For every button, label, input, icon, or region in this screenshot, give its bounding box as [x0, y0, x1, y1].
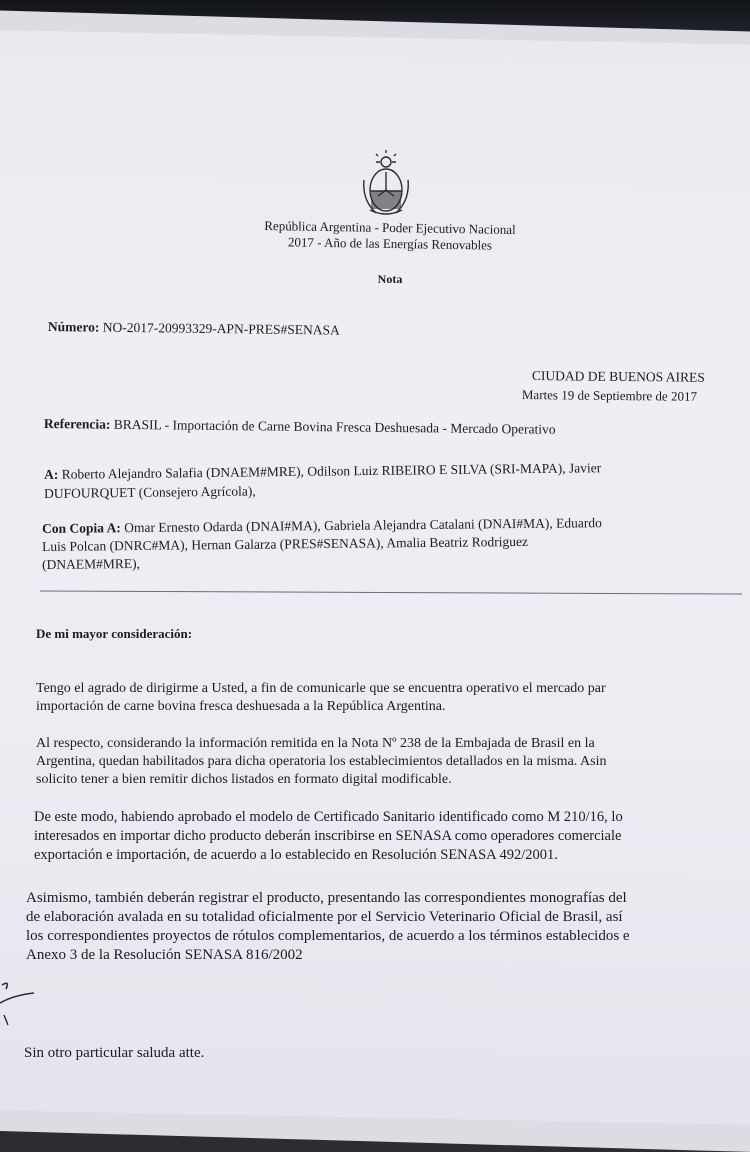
- addressees-line-2: DUFOURQUET (Consejero Agrícola),: [44, 483, 256, 501]
- document-type: Nota: [377, 272, 403, 286]
- addressees-label: A:: [44, 466, 59, 482]
- greeting: De mi mayor consideración:: [36, 626, 193, 641]
- copies-line-2: Luis Polcan (DNRC#MA), Hernan Galarza (PRES#SENASA), Amalia Beatriz Rodriguez: [42, 533, 529, 554]
- paragraph-4-line-2: de elaboración avalada en su totalidad oficialmente por el Servicio Veterinario Oficial de Brasil, así: [26, 909, 623, 925]
- paragraph-1-line-2: importación de carne bovina fresca deshuesada a la República Argentina.: [36, 699, 446, 714]
- numero-row: [48, 318, 340, 339]
- paragraph-2-line-1: Al respecto, considerando la información remitida en la Nota Nº 238 de la Embajada de Brasil en la: [36, 736, 595, 751]
- addressees-line-1: [44, 459, 601, 483]
- header-line-2: 2017 - Año de las Energías Renovables: [287, 234, 493, 253]
- handwritten-mark-icon: [0, 975, 60, 1035]
- paragraph-4-line-4: Anexo 3 de la Resolución SENASA 816/2002: [26, 947, 303, 963]
- copies-line-3: (DNAEM#MRE),: [42, 555, 141, 572]
- paragraph-3-line-1: De este modo, habiendo aprobado el modelo de Certificado Sanitario identificado como M 210/16, lo: [34, 809, 623, 825]
- paragraph-4-line-1: Asimismo, también deberán registrar el producto, presentando las correspondientes monografías del: [26, 890, 627, 906]
- referencia-label: Referencia:: [43, 415, 111, 432]
- paragraph-3-line-2: interesados en importar dicho producto deberán inscribirse en SENASA como operadores comerciale: [34, 828, 622, 844]
- numero-value: NO-2017-20993329-APN-PRES#SENASA: [102, 319, 340, 338]
- paragraph-3-line-3: exportación e importación, de acuerdo a lo establecido en Resolución SENASA 492/2001.: [34, 847, 558, 863]
- addressees-value-1: Roberto Alejandro Salafia (DNAEM#MRE), Odilson Luiz RIBEIRO E SILVA (SRI-MAPA), Javier: [61, 460, 602, 482]
- copies-value-1: Omar Ernesto Odarda (DNAI#MA), Gabriela Alejandra Catalani (DNAI#MA), Eduardo: [124, 515, 602, 536]
- paragraph-2-line-2: Argentina, quedan habilitados para dicha operatoria los establecimientos detallados en la misma. Asin: [36, 754, 607, 769]
- referencia-value: BRASIL - Importación de Carne Bovina Fresca Deshuesada - Mercado Operativo: [113, 416, 556, 437]
- paragraph-1-line-1: Tengo el agrado de dirigirme a Usted, a fin de comunicarle que se encuentra operativo el mercado par: [36, 681, 606, 696]
- copies-label: Con Copia A:: [42, 520, 121, 536]
- numero-label: Número:: [47, 318, 100, 335]
- header-line-1: República Argentina - Poder Ejecutivo Nacional: [264, 218, 516, 237]
- separator-line: [40, 590, 742, 594]
- closing: Sin otro particular saluda atte.: [24, 1045, 205, 1061]
- referencia-row: [44, 415, 556, 438]
- coat-of-arms-icon: [356, 150, 416, 220]
- paragraph-2-line-3: solicito tener a bien remitir dichos listados en formato digital modificable.: [36, 772, 452, 787]
- date: Martes 19 de Septiembre de 2017: [521, 386, 698, 404]
- paragraph-4-line-3: los correspondientes proyectos de rótulos complementarios, de acuerdo a los términos establecidos e: [26, 928, 630, 944]
- city: CIUDAD DE BUENOS AIRES: [531, 367, 705, 385]
